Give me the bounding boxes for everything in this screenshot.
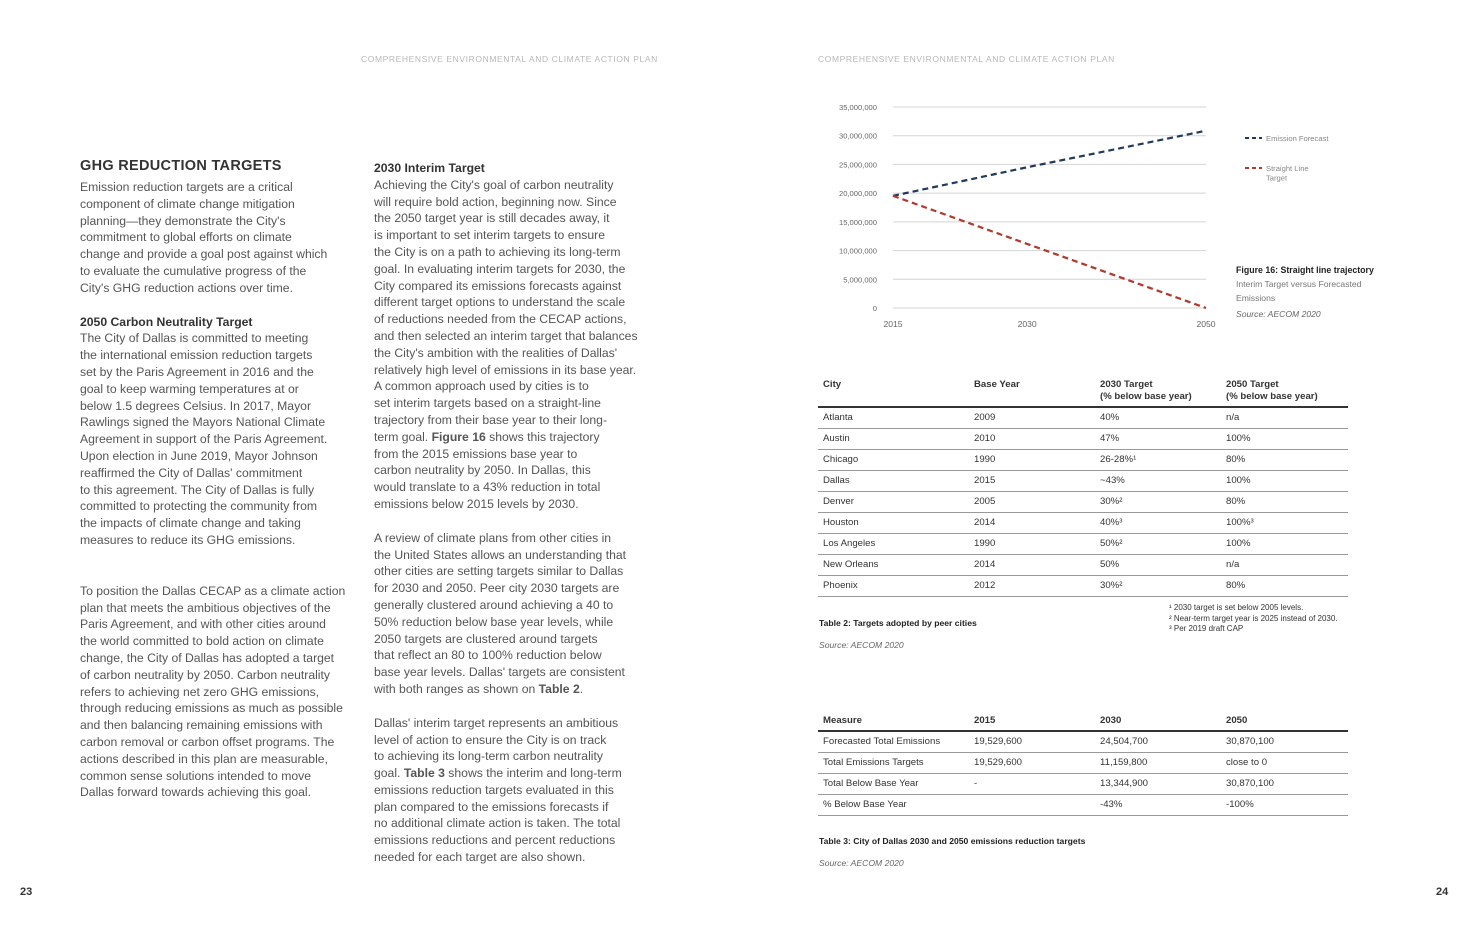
text-line: set by the Paris Agreement in 2016 and the: [80, 364, 314, 379]
table-cell: 100%³: [1221, 513, 1348, 534]
column-header: Base Year: [969, 375, 1095, 407]
table3-caption: Table 3: City of Dallas 2030 and 2050 emissions reduction targets: [819, 836, 1086, 846]
table-cell: 2010: [969, 429, 1095, 450]
column-header: 2015: [969, 711, 1095, 731]
text-line: that reflect an 80 to 100% reduction below: [374, 648, 602, 663]
text-line: generally clustered around achieving a 40 to: [374, 597, 614, 612]
text-line: component of climate change mitigation: [80, 196, 295, 211]
text-line: measures to reduce its GHG emissions.: [80, 532, 296, 547]
table-cell: Austin: [818, 429, 969, 450]
text-line: no additional climate action is taken. The total: [374, 816, 621, 831]
table-cell: 80%: [1221, 450, 1348, 471]
table-cell: 1990: [969, 450, 1095, 471]
text-line: goal to keep warming temperatures at or: [80, 381, 299, 396]
text-line: would translate to a 43% reduction in total: [374, 480, 601, 495]
text-line: the 2050 target year is still decades away, it: [374, 211, 610, 226]
text-line: Dallas forward towards achieving this goal.: [80, 785, 311, 800]
text-line: To position the Dallas CECAP as a climate action: [80, 583, 346, 598]
table2-caption: Table 2: Targets adopted by peer cities: [819, 618, 977, 628]
text-line: Upon election in June 2019, Mayor Johnson: [80, 448, 318, 463]
table-row: [818, 450, 1348, 471]
text-line: City's GHG reduction actions over time.: [80, 280, 293, 295]
table-cell: Phoenix: [818, 576, 969, 597]
table-cell: 30,870,100: [1221, 774, 1348, 795]
column-header: 2030 Target (% below base year): [1095, 375, 1221, 407]
text-line: Rawlings signed the Mayors National Climate: [80, 415, 326, 430]
text-line: Agreement in support of the Paris Agreement.: [80, 432, 328, 447]
text-line: the City is on a path to achieving its long-term: [374, 244, 621, 259]
column-header: 2030: [1095, 711, 1221, 731]
table-cell: Denver: [818, 492, 969, 513]
table-row: [818, 429, 1348, 450]
text-line: and then selected an interim target that balances: [374, 328, 638, 343]
y-tick-label: 35,000,000: [838, 103, 877, 112]
text-line: to achieving its long-term carbon neutrality: [374, 749, 603, 764]
column-header: 2050 Target (% below base year): [1221, 375, 1348, 407]
table-cell: Forecasted Total Emissions: [818, 731, 969, 753]
table-cell: 30%²: [1095, 492, 1221, 513]
text-line: the United States allows an understanding that: [374, 547, 627, 562]
paragraph: [80, 179, 365, 297]
text-line: The City of Dallas is committed to meeting: [80, 331, 309, 346]
figure-caption: [1236, 264, 1396, 319]
table-cell: Houston: [818, 513, 969, 534]
text-line: emissions below 2015 levels by 2030.: [374, 496, 579, 511]
table-ref: Table 2: [538, 681, 580, 696]
text-line: City compared its emissions forecasts against: [374, 278, 622, 293]
table-row: [818, 753, 1348, 774]
column-header: City: [818, 375, 969, 407]
text-line: will require bold action, beginning now. Since: [374, 194, 617, 209]
text-line: emissions reductions and percent reductions: [374, 833, 616, 848]
text-line: reaffirmed the City of Dallas' commitment: [80, 465, 303, 480]
legend-label: Target: [1266, 173, 1288, 183]
text-line: Interim Target versus Forecasted: [1236, 279, 1362, 289]
x-tick-label: 2050: [1196, 319, 1216, 329]
peer-cities-table: [818, 375, 1348, 597]
table-cell: 50%: [1095, 555, 1221, 576]
figure-caption-title: Figure 16: Straight line trajectory: [1236, 265, 1374, 275]
table-row: [818, 513, 1348, 534]
table-cell: Total Emissions Targets: [818, 753, 969, 774]
paragraph: [80, 583, 365, 801]
text-line: ¹ 2030 target is set below 2005 levels.: [1169, 603, 1304, 612]
text-line: plan that meets the ambitious objectives of the: [80, 600, 331, 615]
y-tick-label: 0: [872, 304, 877, 313]
text-line: Emissions: [1236, 293, 1276, 303]
column-header: Measure: [818, 711, 969, 731]
text-line: 50% reduction below base year levels, while: [374, 614, 614, 629]
paragraph: A review of climate plans from other cities in the United States allows an understanding that other cities are setting targets similar to Dallas for 2030 and 2050. Peer city 2030 targets are generally clustered around achieving a 40 to 50% reduction below base year levels, while 2050 targets are clustered around targets that reflect an 80 to 100% reduction below base year levels. Dallas' targets are consistent with both ranges as shown on Table 2.: [374, 530, 659, 698]
text-line: of carbon neutrality by 2050. Carbon neutrality: [80, 667, 330, 682]
subheading: 2030 Interim Target: [374, 161, 485, 175]
table-row: [818, 407, 1348, 429]
table-cell: Los Angeles: [818, 534, 969, 555]
text-line: refers to achieving net zero GHG emissions,: [80, 684, 320, 699]
series-line: [893, 196, 1206, 308]
table-cell: 2014: [969, 555, 1095, 576]
table-cell: 47%: [1095, 429, 1221, 450]
y-tick-label: 15,000,000: [838, 217, 877, 227]
table-cell: 30%²: [1095, 576, 1221, 597]
text-line: the impacts of climate change and taking: [80, 516, 301, 531]
text-line: Emission reduction targets are a critical: [80, 180, 293, 194]
text-line: trajectory from their base year to their long-: [374, 412, 608, 427]
table3-source: Source: AECOM 2020: [819, 858, 904, 868]
table-cell: 40%: [1095, 407, 1221, 429]
table-row: [818, 576, 1348, 597]
table2-footnotes: [1169, 603, 1338, 635]
column-header: 2050: [1221, 711, 1348, 731]
text-line: ² Near-term target year is 2025 instead of 2030.: [1169, 613, 1338, 623]
table-cell: 100%: [1221, 471, 1348, 492]
table-cell: 13,344,900: [1095, 774, 1221, 795]
table-cell: 1990: [969, 534, 1095, 555]
table-cell: 100%: [1221, 429, 1348, 450]
text-line: through reducing emissions as much as possible: [80, 701, 343, 716]
text-line: plan compared to the emissions forecasts if: [374, 799, 609, 814]
text-line: other cities are setting targets similar to Dallas: [374, 564, 624, 579]
paragraph: [80, 330, 365, 548]
paragraph: Achieving the City's goal of carbon neutrality will require bold action, beginning now. Since the 2050 target year is still decades away, it is important to set interim targets to ensure the City is on a path to achieving its long-term goal. In evaluating interim targets for 2030, the City compared its emissions forecasts against different target options to understand the scale of reductions needed from the CECAP actions, and then selected an interim target that balances the City's ambition with the realities of Dallas' relatively high level of emissions in its base year. A common approach used by cities is to set interim targets based on a straight-line trajectory from their base year to their long- term goal. Figure 16 shows this trajectory from the 2015 emissions base year to carbon neutrality by 2050. In Dallas, this would translate to a 43% reduction in total emissions below 2015 levels by 2030.: [374, 177, 659, 513]
text-line: to this agreement. The City of Dallas is fully: [80, 482, 315, 497]
table-cell: 40%³: [1095, 513, 1221, 534]
page-number-right: 24: [1436, 886, 1449, 898]
table-cell: ~43%: [1095, 471, 1221, 492]
text-line: the City's ambition with the realities of Dallas': [374, 345, 618, 360]
text-line: to evaluate the cumulative progress of the: [80, 263, 307, 278]
text-line: of reductions needed from the CECAP actions,: [374, 312, 627, 327]
text-line: from the 2015 emissions base year to: [374, 446, 578, 461]
table-cell: Atlanta: [818, 407, 969, 429]
table-cell: -43%: [1095, 795, 1221, 816]
table-row: [818, 731, 1348, 753]
text-line: level of action to ensure the City is on track: [374, 732, 607, 747]
paragraph: Dallas' interim target represents an ambitious level of action to ensure the City is on track to achieving its long-term carbon neutrality goal. Table 3 shows the interim and long-term emissions reduction targets evaluated in this plan compared to the emissions forecasts if no additional climate action is taken. The total emissions reductions and percent reductions needed for each target are also shown.: [374, 715, 659, 866]
table-row: [818, 555, 1348, 576]
figure-caption-source: Source: AECOM 2020: [1236, 309, 1321, 319]
text-line: the international emission reduction targets: [80, 348, 313, 363]
figure-ref: Figure 16: [431, 429, 486, 444]
table-cell: New Orleans: [818, 555, 969, 576]
table-row: [818, 774, 1348, 795]
text-line: different target options to understand the scale: [374, 295, 626, 310]
x-tick-label: 2015: [883, 319, 903, 329]
text-line: emissions reduction targets evaluated in this: [374, 782, 614, 797]
table-cell: close to 0: [1221, 753, 1348, 774]
text-line: base year levels. Dallas' targets are consistent: [374, 665, 625, 680]
y-tick-label: 25,000,000: [838, 160, 877, 170]
y-tick-label: 30,000,000: [838, 131, 877, 141]
dallas-targets-table: [818, 711, 1348, 816]
table-cell: 24,504,700: [1095, 731, 1221, 753]
text-line: carbon removal or carbon offset programs. The: [80, 734, 335, 749]
table-cell: [969, 795, 1095, 816]
table-cell: Dallas: [818, 471, 969, 492]
text-line: goal. In evaluating interim targets for 2030, the: [374, 261, 626, 276]
text-line: common sense solutions intended to move: [80, 768, 312, 783]
table-row: [818, 534, 1348, 555]
text-line: planning—they demonstrate the City's: [80, 213, 286, 228]
y-tick-label: 5,000,000: [843, 275, 877, 285]
table-ref: Table 3: [403, 766, 445, 781]
text-line: set interim targets based on a straight-line: [374, 396, 601, 411]
series-line: [893, 131, 1206, 196]
table-cell: 80%: [1221, 492, 1348, 513]
table-row: [818, 795, 1348, 816]
legend-label: Emission Forecast: [1266, 134, 1329, 143]
table-cell: Chicago: [818, 450, 969, 471]
text-line: actions described in this plan are measurable,: [80, 751, 328, 766]
table-row: [818, 471, 1348, 492]
y-tick-label: 20,000,000: [838, 189, 877, 199]
running-head-left: COMPREHENSIVE ENVIRONMENTAL AND CLIMATE ACTION PLAN: [361, 54, 658, 64]
table-row: [818, 492, 1348, 513]
table-cell: 11,159,800: [1095, 753, 1221, 774]
table-cell: -: [969, 774, 1095, 795]
text-line: change, the City of Dallas has adopted a target: [80, 650, 335, 665]
table-cell: Total Below Base Year: [818, 774, 969, 795]
page-number-left: 23: [20, 886, 33, 898]
text-line: carbon neutrality by 2050. In Dallas, this: [374, 463, 591, 478]
table-cell: 19,529,600: [969, 753, 1095, 774]
text-line: for 2030 and 2050. Peer city 2030 targets are: [374, 581, 620, 596]
section-heading: GHG REDUCTION TARGETS: [80, 158, 282, 174]
subheading: 2050 Carbon Neutrality Target: [80, 314, 253, 329]
table-cell: 2012: [969, 576, 1095, 597]
text-line: and then balancing remaining emissions with: [80, 718, 323, 733]
table-cell: 100%: [1221, 534, 1348, 555]
text-line: Paris Agreement, and with other cities around: [80, 617, 326, 632]
table-cell: 2015: [969, 471, 1095, 492]
text-line: commitment to global efforts on climate: [80, 230, 292, 245]
text-line: relatively high level of emissions in its base year.: [374, 362, 637, 377]
table-cell: 80%: [1221, 576, 1348, 597]
table-cell: 2005: [969, 492, 1095, 513]
column-left: [80, 157, 365, 801]
figure-caption-text: [1236, 277, 1396, 305]
text-line: Achieving the City's goal of carbon neutrality: [374, 177, 614, 192]
text-line: A review of climate plans from other cities in: [374, 530, 612, 545]
table-cell: 2009: [969, 407, 1095, 429]
text-line: is important to set interim targets to ensure: [374, 228, 605, 243]
table-cell: n/a: [1221, 555, 1348, 576]
text-line: 2050 targets are clustered around targets: [374, 631, 598, 646]
y-tick-label: 10,000,000: [838, 246, 877, 256]
table-cell: 2014: [969, 513, 1095, 534]
text-line: A common approach used by cities is to: [374, 379, 589, 394]
table-cell: n/a: [1221, 407, 1348, 429]
table-cell: 30,870,100: [1221, 731, 1348, 753]
text-line: ³ Per 2019 draft CAP: [1169, 624, 1244, 633]
text-line: Dallas' interim target represents an ambitious: [374, 715, 619, 730]
column-middle: [374, 160, 659, 866]
table-cell: % Below Base Year: [818, 795, 969, 816]
table2-source: Source: AECOM 2020: [819, 640, 904, 650]
text-line: below 1.5 degrees Celsius. In 2017, Mayor: [80, 398, 312, 413]
x-tick-label: 2030: [1017, 319, 1037, 329]
table-cell: 26-28%¹: [1095, 450, 1221, 471]
text-line: change and provide a goal post against which: [80, 247, 328, 262]
text-line: committed to protecting the community from: [80, 499, 318, 514]
text-line: needed for each target are also shown.: [374, 850, 586, 865]
table-cell: 19,529,600: [969, 731, 1095, 753]
running-head-right: COMPREHENSIVE ENVIRONMENTAL AND CLIMATE ACTION PLAN: [818, 54, 1115, 64]
text-line: the world committed to bold action on climate: [80, 634, 324, 649]
legend-label: Straight Line: [1266, 164, 1309, 173]
table-cell: -100%: [1221, 795, 1348, 816]
table-cell: 50%²: [1095, 534, 1221, 555]
